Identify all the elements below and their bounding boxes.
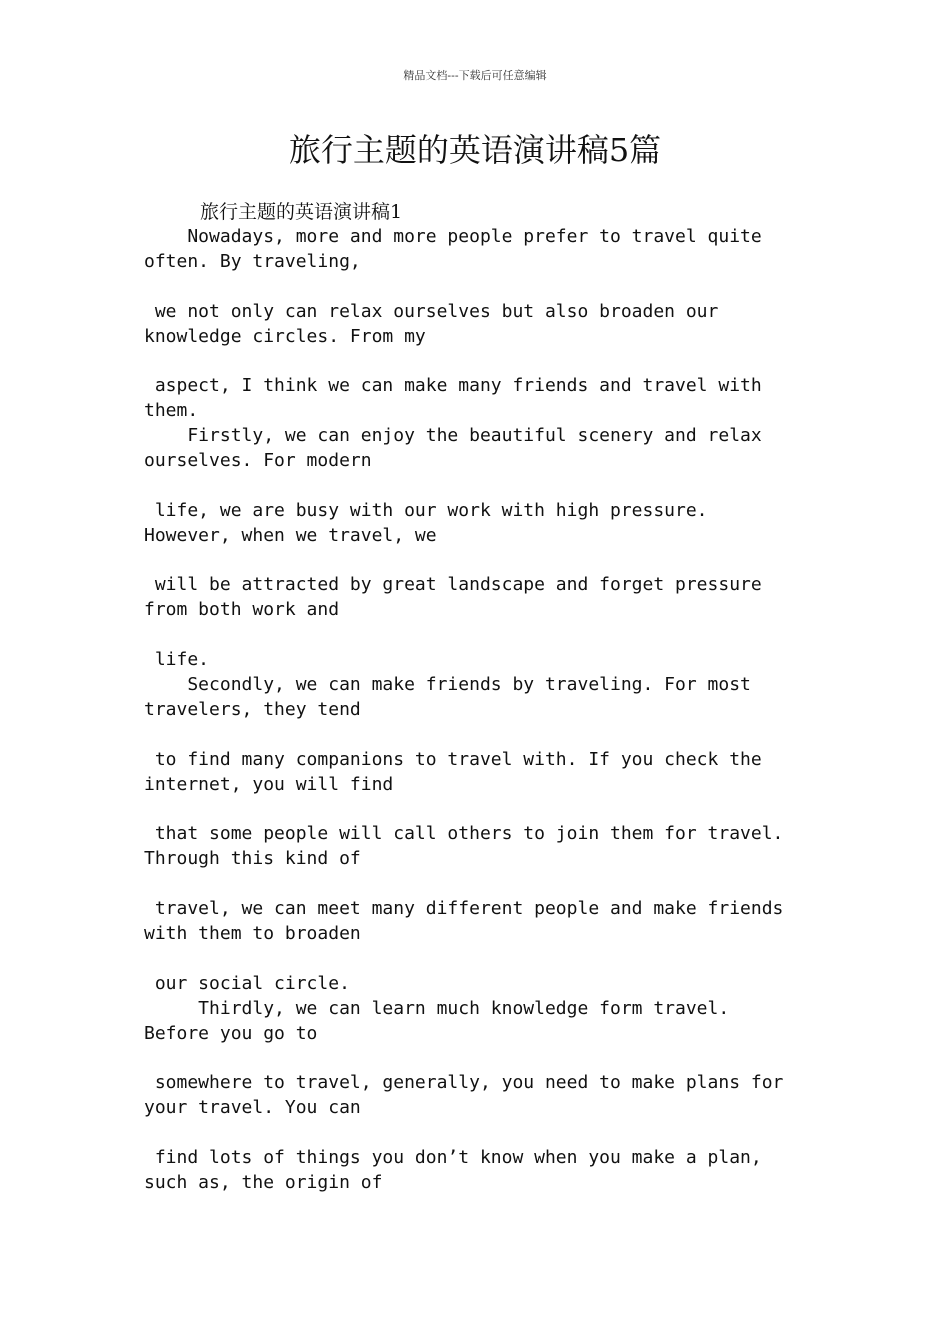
text-line: from both work and [144, 599, 340, 621]
text-line: knowledge circles. From my [144, 325, 426, 347]
text-line: we not only can relax ourselves but also broaden our [144, 300, 719, 322]
text-line: often. By traveling, [144, 250, 361, 272]
text-line: Before you go to [144, 1022, 318, 1044]
text-line: ourselves. For modern [144, 450, 372, 472]
text-line: with them to broaden [144, 922, 361, 944]
blank-line [144, 623, 806, 648]
text-line: somewhere to travel, generally, you need to make plans for [144, 1072, 784, 1094]
document-body [144, 225, 806, 1196]
text-line: Thirdly, we can learn much knowledge form travel. [144, 997, 730, 1019]
blank-line [144, 474, 806, 499]
blank-line [144, 275, 806, 300]
blank-line [144, 947, 806, 972]
text-line: Nowadays, more and more people prefer to travel quite [144, 226, 762, 247]
blank-line [144, 549, 806, 574]
blank-line [144, 723, 806, 748]
text-line: your travel. You can [144, 1097, 361, 1119]
text-line: However, when we travel, we [144, 524, 437, 546]
section-heading: 旅行主题的英语演讲稿1 [200, 201, 403, 223]
blank-line [144, 797, 806, 822]
text-line: travel, we can meet many different people and make friends [144, 898, 784, 920]
text-line: them. [144, 400, 199, 422]
text-line: life. [144, 649, 210, 671]
header-note: 精品文档---下载后可任意编辑 [403, 69, 547, 82]
text-line: find lots of things you don’t know when you make a plan, [144, 1146, 762, 1168]
document-title: 旅行主题的英语演讲稿5篇 [288, 131, 662, 169]
text-line: aspect, I think we can make many friends and travel with [144, 375, 762, 397]
text-line: Firstly, we can enjoy the beautiful scenery and relax [144, 425, 762, 447]
text-line: life, we are busy with our work with high pressure. [144, 499, 708, 521]
text-line: to find many companions to travel with. If you check the [144, 748, 762, 770]
text-line: Through this kind of [144, 848, 361, 870]
blank-line [144, 1046, 806, 1071]
text-line: Secondly, we can make friends by traveling. For most [144, 674, 751, 696]
blank-line [144, 349, 806, 374]
blank-line [144, 1121, 806, 1146]
text-line: that some people will call others to join them for travel. [144, 823, 784, 845]
text-line: internet, you will find [144, 773, 394, 795]
text-line: our social circle. [144, 972, 350, 994]
text-line: such as, the origin of [144, 1171, 383, 1193]
text-line: travelers, they tend [144, 698, 361, 720]
blank-line [144, 872, 806, 897]
text-line: will be attracted by great landscape and forget pressure [144, 574, 762, 596]
